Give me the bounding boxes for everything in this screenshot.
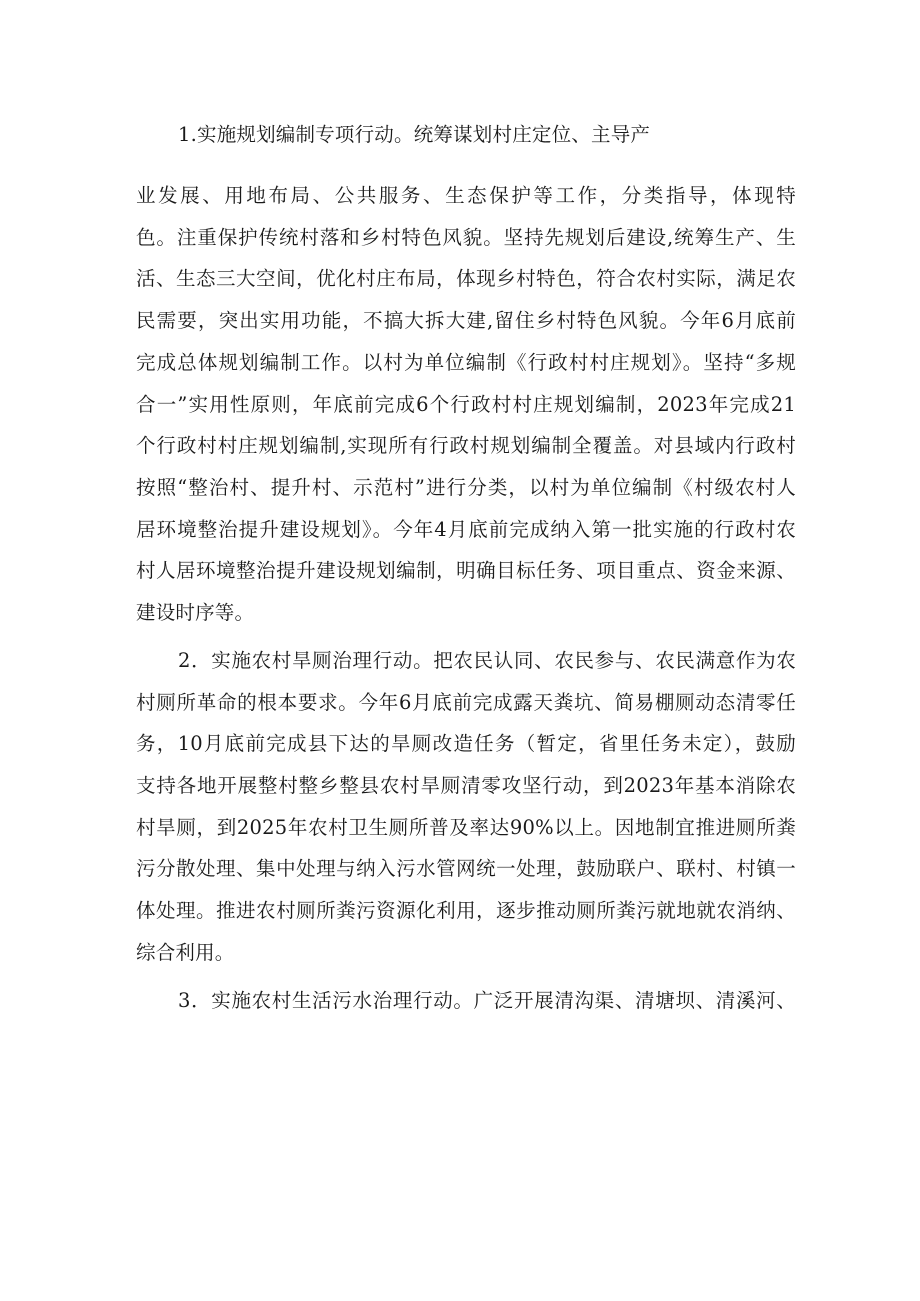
- paragraph-2-line-7: 体处理。推进农村厕所粪污资源化利用，逐步推动厕所粪污就地就农消纳、: [136, 899, 796, 922]
- paragraph-1-line-6: 完成总体规划编制工作。以村为单位编制《行政村村庄规划》。坚持“多规: [136, 351, 796, 374]
- paragraph-2-line-3: 务，10月底前完成县下达的旱厕改造任务（暂定，省里任务未定），鼓励: [136, 732, 796, 755]
- paragraph-1-line-11: 村人居环境整治提升建设规划编制，明确目标任务、项目重点、资金来源、: [136, 559, 796, 582]
- paragraph-1-line-4: 活、生态三大空间，优化村庄布局，体现乡村特色，符合农村实际，满足农: [136, 267, 796, 290]
- paragraph-1-line-12: 建设时序等。: [136, 601, 255, 624]
- paragraph-3-line-1: 3．实施农村生活污水治理行动。广泛开展清沟渠、清塘坝、清溪河、: [178, 989, 796, 1012]
- paragraph-1-line-1: 1.实施规划编制专项行动。统筹谋划村庄定位、主导产: [178, 123, 651, 146]
- paragraph-2-line-1: 2．实施农村旱厕治理行动。把农民认同、农民参与、农民满意作为农: [178, 649, 796, 672]
- paragraph-1-line-10: 居环境整治提升建设规划》。今年4月底前完成纳入第一批实施的行政村农: [136, 518, 796, 541]
- paragraph-1-line-5: 民需要，突出实用功能，不搞大拆大建,留住乡村特色风貌。今年6月底前: [136, 309, 796, 332]
- paragraph-2-line-6: 污分散处理、集中处理与纳入污水管网统一处理，鼓励联户、联村、村镇一: [136, 857, 796, 880]
- paragraph-1-line-9: 按照“整治村、提升村、示范村”进行分类，以村为单位编制《村级农村人: [136, 476, 796, 499]
- paragraph-2-line-2: 村厕所革命的根本要求。今年6月底前完成露天粪坑、简易棚厕动态清零任: [136, 691, 796, 714]
- paragraph-2-line-5: 村旱厕，到2025年农村卫生厕所普及率达90%以上。因地制宜推进厕所粪: [136, 816, 796, 839]
- paragraph-1-line-7: 合一”实用性原则，年底前完成6个行政村村庄规划编制，2023年完成21: [136, 393, 796, 416]
- paragraph-1-line-8: 个行政村村庄规划编制,实现所有行政村规划编制全覆盖。对县域内行政村: [136, 434, 796, 457]
- paragraph-1-line-3: 色。注重保护传统村落和乡村特色风貌。坚持先规划后建设,统筹生产、生: [136, 226, 796, 249]
- paragraph-1-line-2: 业发展、用地布局、公共服务、生态保护等工作，分类指导，体现特: [136, 184, 796, 207]
- paragraph-2-line-8: 综合利用。: [136, 941, 235, 964]
- paragraph-2-line-4: 支持各地开展整村整乡整县农村旱厕清零攻坚行动，到2023年基本消除农: [136, 774, 796, 797]
